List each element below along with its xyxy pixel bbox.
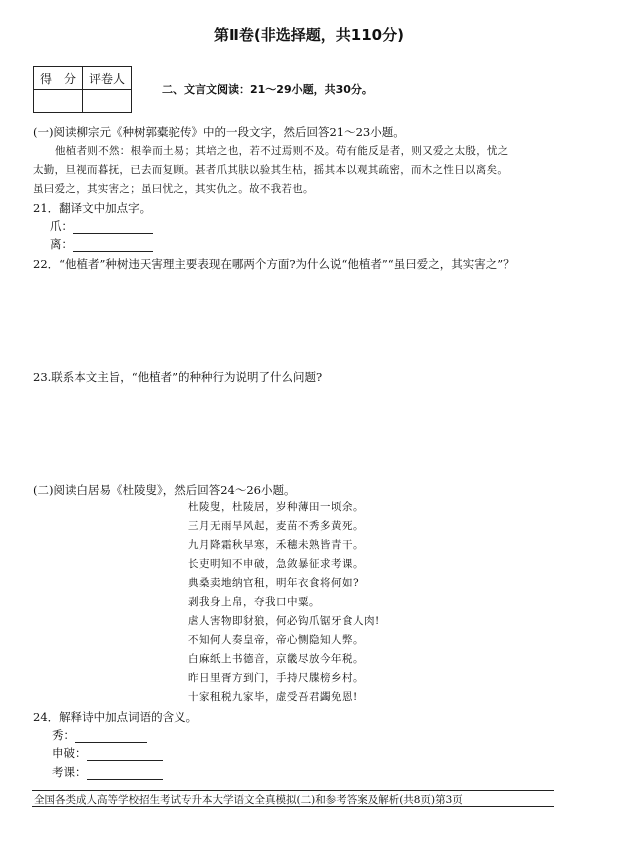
score-label: 得 分 — [34, 67, 83, 90]
question-21: 21．翻译文中加点字。 — [33, 201, 152, 215]
poem-line: 典桑卖地纳官租，明年衣食将何如? — [188, 577, 360, 589]
answer-line[interactable] — [87, 760, 163, 761]
poem-line: 昨日里胥方到门，手持尺牒榜乡村。 — [188, 672, 364, 684]
poem-line: 虐人害物即豺狼，何必钩爪锯牙食人肉! — [188, 615, 380, 627]
poem-line: 十家租税九家毕，虚受吾君蠲免恩! — [188, 691, 358, 703]
answer-label: 离 — [50, 237, 62, 251]
poem-line: 三月无雨旱风起，麦苗不秀多黄死。 — [188, 520, 364, 532]
answer-row: 秀： — [52, 727, 147, 743]
poem-line: 白麻纸上书德音，京畿尽放今年税。 — [188, 653, 364, 665]
answer-label: 爪 — [50, 219, 62, 233]
answer-row: 申破： — [52, 745, 163, 761]
poem-line: 长吏明知不申破，急敛暴征求考课。 — [188, 558, 364, 570]
answer-label: 考课 — [52, 765, 75, 779]
answer-line[interactable] — [73, 251, 153, 252]
section-heading: 二、文言文阅读：21～29小题，共30分。 — [162, 83, 373, 96]
answer-line[interactable] — [87, 779, 163, 780]
poem-line: 九月降霜秋早寒，禾穗未熟皆青干。 — [188, 539, 364, 551]
part1-intro: (一)阅读柳宗元《种树郭橐驼传》中的一段文字，然后回答21～23小题。 — [33, 125, 405, 139]
grader-label: 评卷人 — [83, 67, 132, 90]
poem-line: 剥我身上帛，夺我口中粟。 — [188, 596, 320, 608]
page-title: 第Ⅱ卷(非选择题，共110分) — [214, 26, 404, 44]
answer-row: 离： — [50, 236, 153, 252]
question-22: 22．“他植者”种树违天害理主要表现在哪两个方面?为什么说“他植者”“虽曰爱之，其实害之”？ — [33, 257, 515, 271]
answer-line[interactable] — [75, 742, 147, 743]
page-footer: 全国各类成人高等学校招生考试专升本大学语文全真模拟(二)和参考答案及解析(共8页)第3页 — [32, 790, 554, 807]
answer-label: 秀 — [52, 728, 64, 742]
passage-line: 太勤，旦视而暮抚，已去而复顾。甚者爪其肤以验其生枯，摇其本以观其疏密，而木之性日以离矣。 — [33, 164, 509, 176]
question-23: 23.联系本文主旨，“他植者”的种种行为说明了什么问题? — [33, 370, 323, 384]
score-cell — [34, 90, 83, 113]
poem-line: 杜陵叟，杜陵居，岁种薄田一顷余。 — [188, 501, 364, 513]
grader-cell — [83, 90, 132, 113]
question-24: 24．解释诗中加点词语的含义。 — [33, 710, 198, 724]
answer-label: 申破 — [52, 746, 75, 760]
answer-row: 考课： — [52, 764, 163, 780]
passage-line: 他植者则不然：根拳而土易；其培之也，若不过焉则不及。苟有能反是者，则又爱之太殷，忧之 — [55, 145, 509, 157]
poem-line: 不知何人奏皇帝，帝心恻隐知人弊。 — [188, 634, 364, 646]
part2-intro: (二)阅读白居易《杜陵叟》，然后回答24～26小题。 — [33, 483, 296, 497]
answer-row: 爪： — [50, 218, 153, 234]
score-box — [33, 66, 132, 113]
passage-line: 虽曰爱之，其实害之；虽曰忧之，其实仇之。故不我若也。 — [33, 183, 314, 195]
answer-line[interactable] — [73, 233, 153, 234]
